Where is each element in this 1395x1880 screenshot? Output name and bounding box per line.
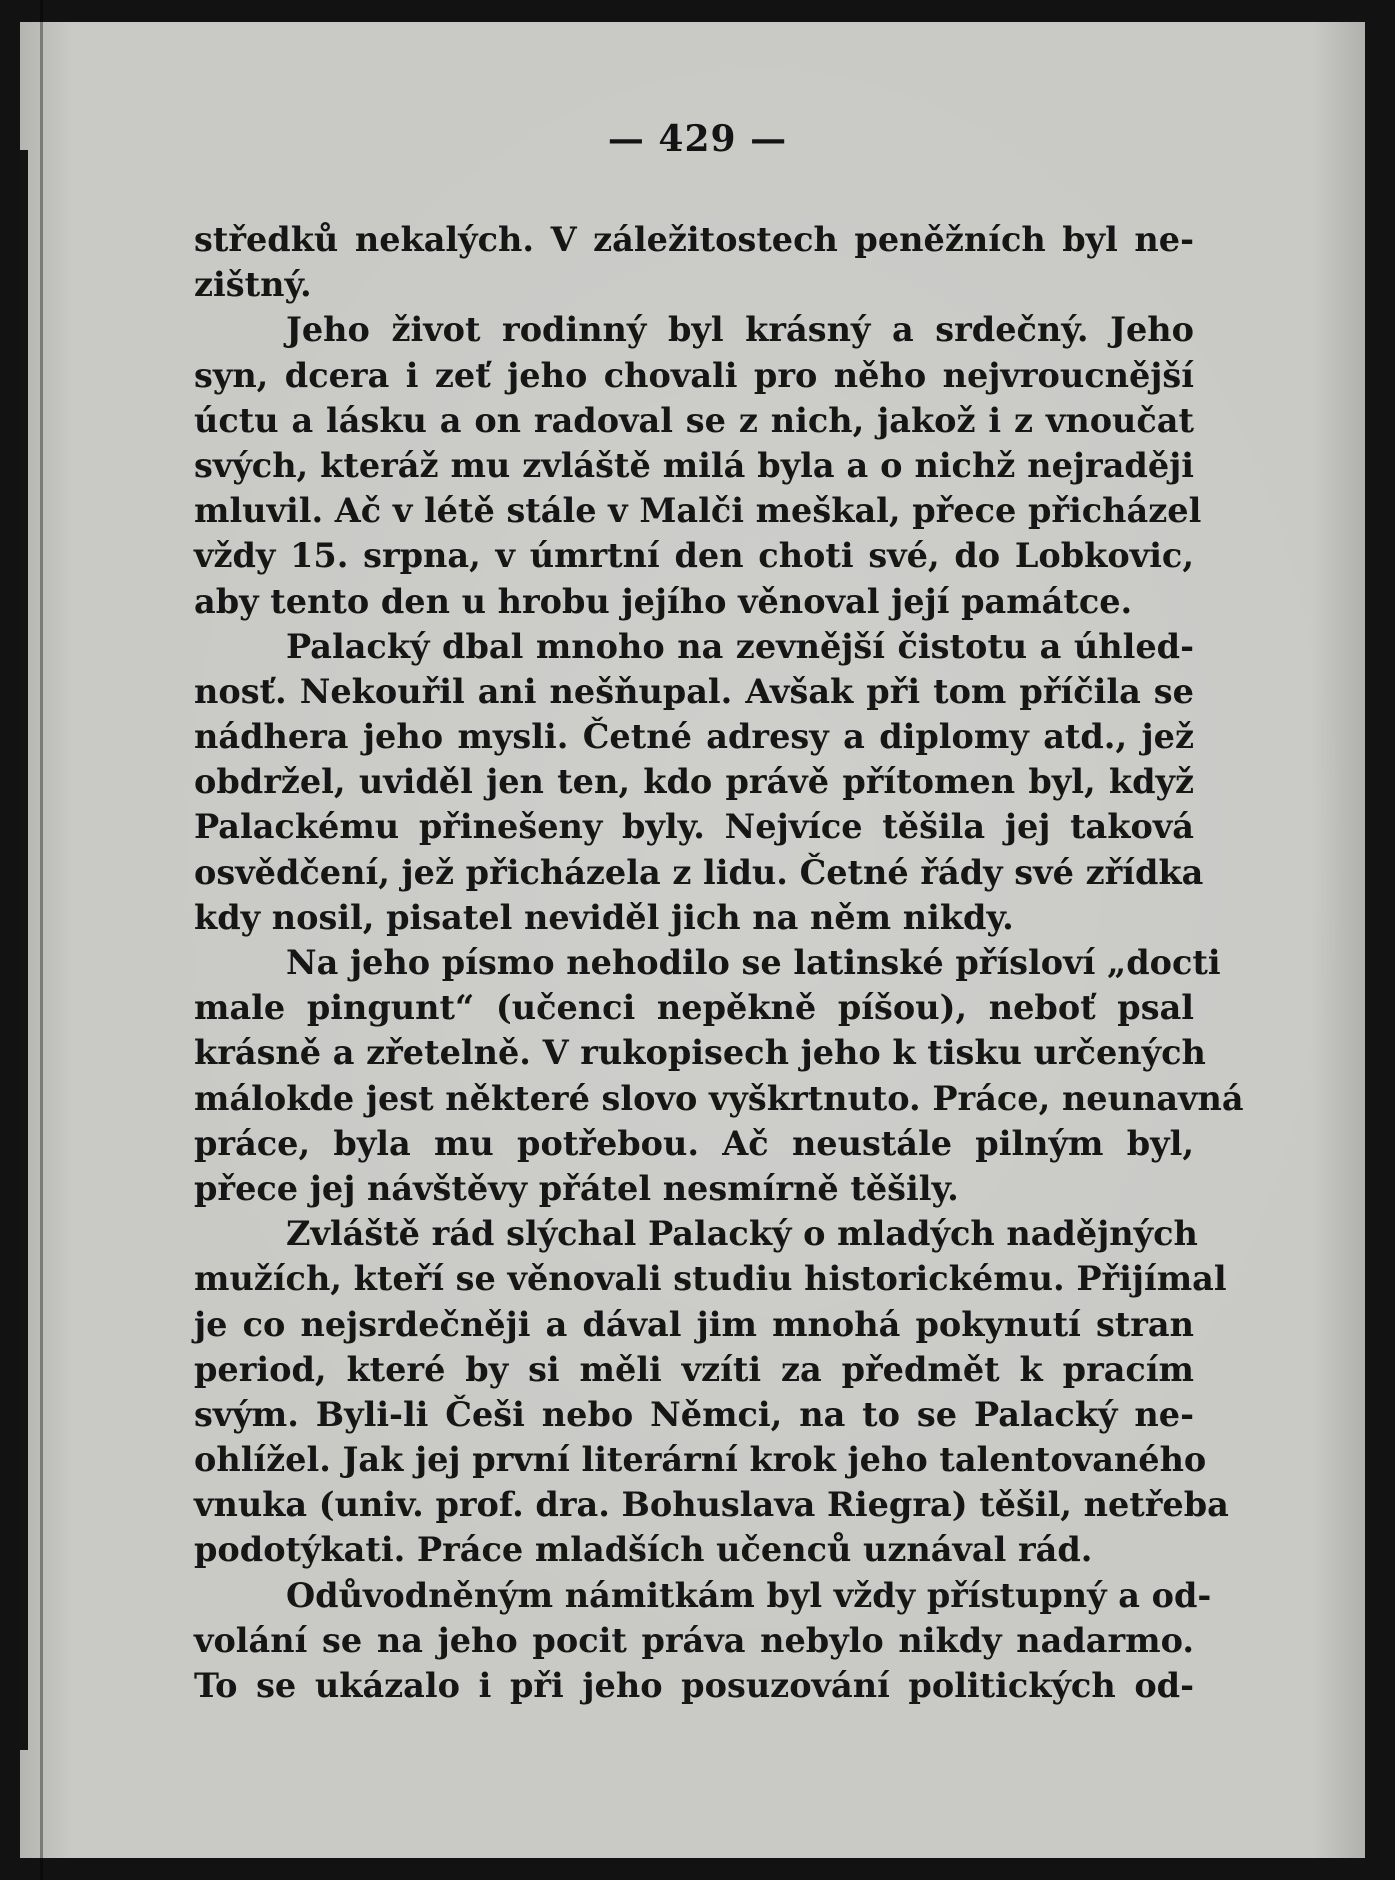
text-line: práce, byla mu potřebou. Ač neustále pilným byl, bbox=[194, 1123, 1194, 1163]
text-line: krásně a zřetelně. V rukopisech jeho k tisku určených bbox=[194, 1033, 1206, 1073]
text-line: Palacký dbal mnoho na zevnější čistotu a úhled- bbox=[286, 626, 1194, 666]
text-line: period, které by si měli vzíti za předmět k pracím bbox=[194, 1349, 1194, 1389]
text-line: aby tento den u hrobu jejího věnoval její památce. bbox=[194, 581, 1133, 621]
text-line: kdy nosil, pisatel neviděl jich na něm nikdy. bbox=[194, 897, 1014, 937]
text-line: obdržel, uviděl jen ten, kdo právě přítomen byl, když bbox=[194, 762, 1194, 802]
text-line: To se ukázalo i při jeho posuzování politických od- bbox=[194, 1666, 1194, 1705]
text-line: male pingunt“ (učenci nepěkně píšou), neboť psal bbox=[194, 988, 1194, 1028]
text-line: mluvil. Ač v létě stále v Malči meškal, přece přicházel bbox=[194, 491, 1202, 531]
binding-shadow bbox=[40, 0, 43, 1880]
text-line: Zvláště rád slýchal Palacký o mladých nadějných bbox=[286, 1214, 1198, 1254]
text-line: osvědčení, jež přicházela z lidu. Četné řády své zřídka bbox=[194, 852, 1204, 892]
text-line: Jeho život rodinný byl krásný a srdečný. Jeho bbox=[286, 310, 1194, 350]
text-line: svým. Byli-li Češi nebo Němci, na to se Palacký ne- bbox=[194, 1394, 1194, 1434]
text-line: ohlížel. Jak jej první literární krok jeho talentovaného bbox=[194, 1440, 1207, 1480]
text-line: málokde jest některé slovo vyškrtnuto. Práce, neunavná bbox=[194, 1078, 1244, 1118]
text-line: svých, kteráž mu zvláště milá byla a o nichž nejraději bbox=[194, 445, 1194, 485]
text-line: Odůvodněným námitkám byl vždy přístupný a od- bbox=[286, 1575, 1212, 1615]
text-line: středků nekalých. V záležitostech peněžních byl ne- bbox=[194, 220, 1194, 259]
text-line: syn, dcera i zeť jeho chovali pro něho nejvroucnější bbox=[194, 355, 1194, 395]
text-line: podotýkati. Práce mladších učenců uznával rád. bbox=[194, 1530, 1093, 1570]
body-text bbox=[194, 217, 1244, 1708]
text-line: volání se na jeho pocit práva nebylo nikdy nadarmo. bbox=[194, 1620, 1194, 1660]
text-line: je co nejsrdečněji a dával jim mnohá pokynutí stran bbox=[194, 1304, 1194, 1344]
text-line: Palackému přinešeny byly. Nejvíce těšila jej taková bbox=[194, 807, 1194, 847]
text-line: zištný. bbox=[194, 265, 312, 305]
binding-edge bbox=[20, 150, 28, 1750]
text-line: Na jeho písmo nehodilo se latinské přísloví „docti bbox=[286, 943, 1221, 982]
text-line: mužích, kteří se věnovali studiu historickému. Přijímal bbox=[194, 1259, 1227, 1299]
page-number: — 429 — bbox=[607, 118, 788, 160]
text-line: vnuka (univ. prof. dra. Bohuslava Riegra) těšil, netřeba bbox=[194, 1485, 1229, 1525]
text-line: vždy 15. srpna, v úmrtní den choti své, do Lobkovic, bbox=[194, 536, 1194, 576]
text-line: úctu a lásku a on radoval se z nich, jakož i z vnoučat bbox=[194, 400, 1194, 440]
text-line: přece jej návštěvy přátel nesmírně těšily. bbox=[194, 1168, 959, 1208]
text-line: nádhera jeho mysli. Četné adresy a diplomy atd., jež bbox=[194, 717, 1194, 757]
text-line: nosť. Nekouřil ani nešňupal. Avšak při tom příčila se bbox=[194, 671, 1194, 711]
